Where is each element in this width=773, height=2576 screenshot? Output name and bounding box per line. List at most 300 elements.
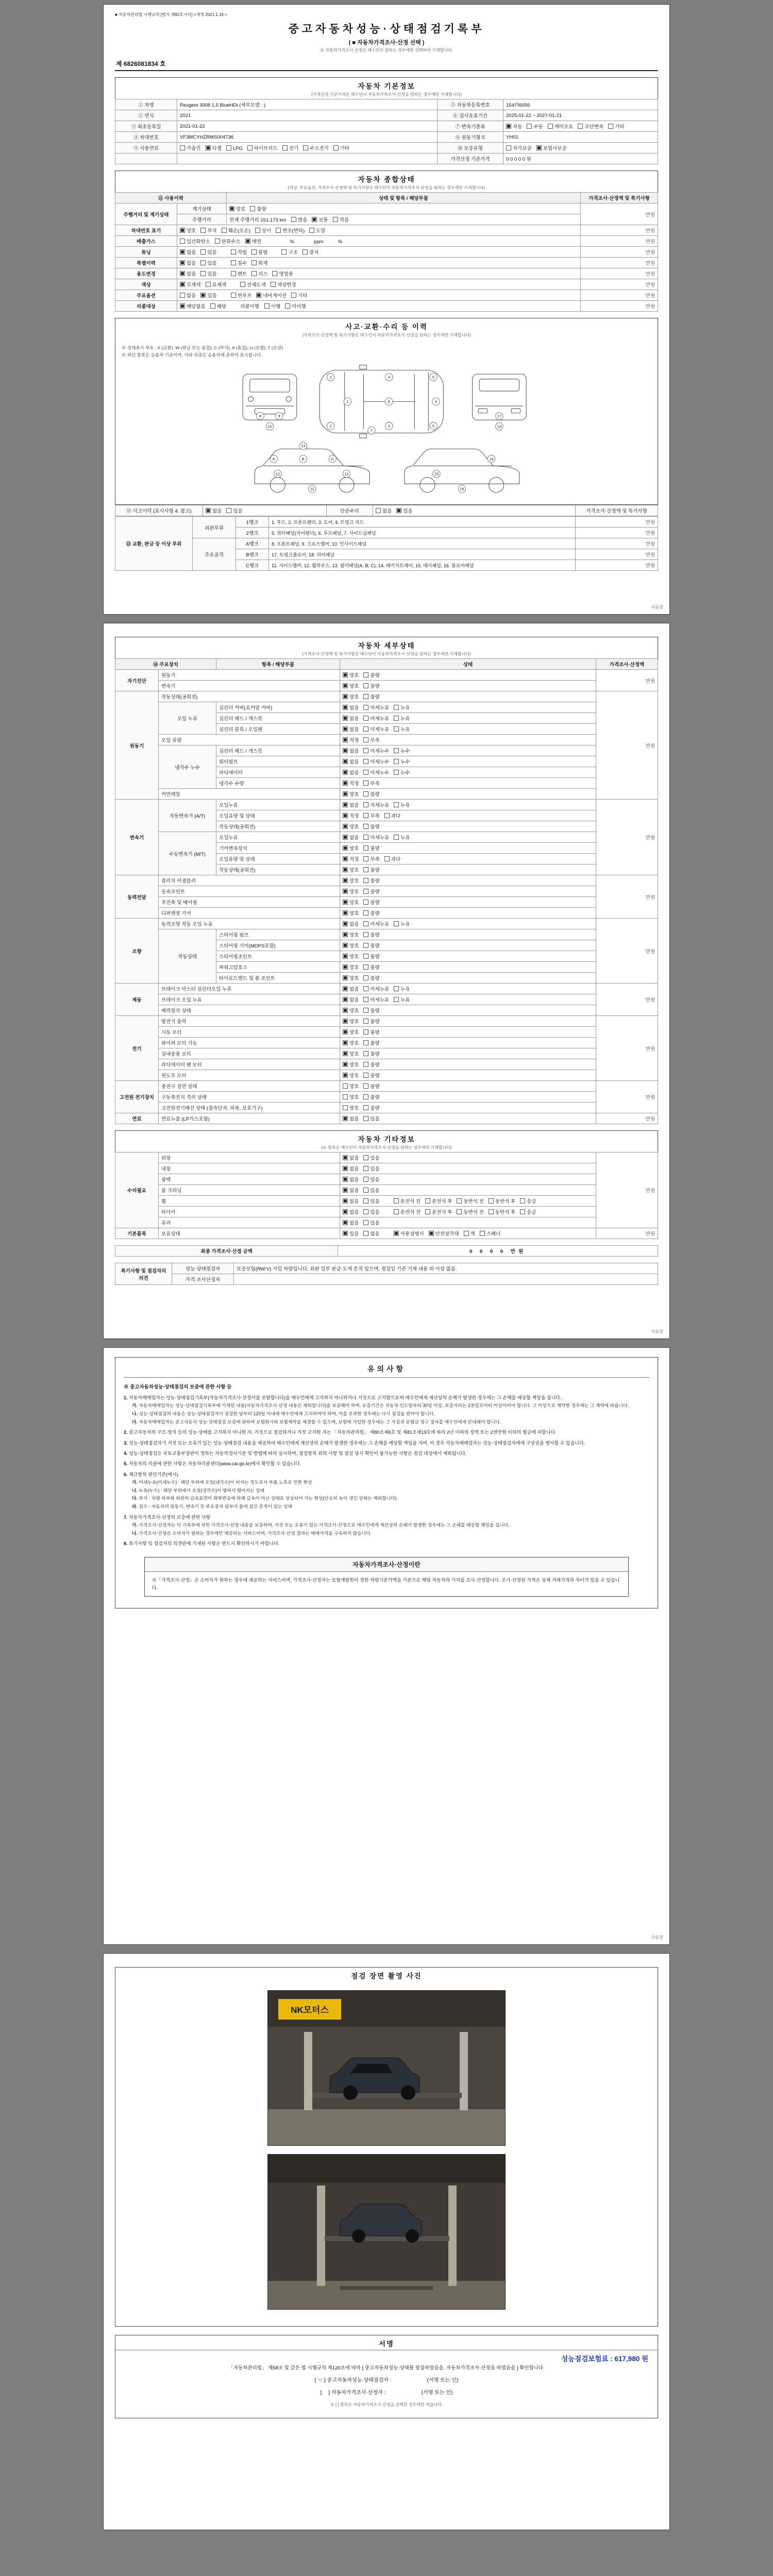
checkbox-label: 해당: [216, 304, 227, 310]
checkbox-option[interactable]: [394, 801, 410, 808]
rank-label: A랭크: [236, 538, 269, 549]
checkbox-option[interactable]: [425, 1197, 452, 1205]
checkbox-option[interactable]: [343, 909, 359, 917]
checkbox-option[interactable]: [333, 144, 349, 151]
checkbox-option[interactable]: [363, 693, 379, 700]
checkbox-option[interactable]: [343, 1050, 359, 1057]
checkbox-option[interactable]: [363, 1176, 379, 1183]
checkbox-icon: [489, 1198, 494, 1204]
checkbox-option[interactable]: [363, 736, 379, 743]
diagram-basis-legend: ※ 하단 항목은 승용차 기준이며, 기타 차종은 승용차에 준하여 표시합니다.: [122, 352, 262, 358]
checkbox-option[interactable]: [226, 145, 243, 151]
checkbox-option[interactable]: [394, 834, 410, 841]
checkbox-option[interactable]: [343, 899, 359, 906]
checkbox-option[interactable]: [343, 823, 359, 830]
checkbox-option[interactable]: [363, 888, 379, 895]
checkbox-option[interactable]: [376, 507, 392, 514]
checkbox-option[interactable]: [272, 270, 293, 277]
item-state: [177, 236, 581, 247]
checkbox-option[interactable]: [226, 507, 242, 514]
checkbox-option[interactable]: [271, 281, 296, 288]
checkbox-option[interactable]: [384, 812, 400, 819]
inspector-signature-line[interactable]: [ ∨ ] 중고자동차성능·상태점검자 : (서명 또는 인): [314, 2378, 459, 2383]
item-state: [340, 691, 596, 702]
checkbox-icon: [457, 1198, 462, 1204]
checkbox-option[interactable]: [394, 725, 410, 733]
checkbox-option[interactable]: [363, 715, 389, 722]
checkbox-option[interactable]: [206, 281, 227, 288]
notice-item: 2. 중고자동차의 구조·장치 등의 성능·상태를 고지하지 아니한 자, 거짓으로 점검하거나 거짓 고지한 자는 「자동차관리법」 제80조제6호 및 제81조제19호에 따라 2년 이하의 징역 또는 2천만원 이하의 벌금에 처합니다.: [124, 1430, 557, 1435]
checkbox-label: 누유: [400, 987, 410, 992]
checkbox-option[interactable]: [363, 769, 389, 776]
checkbox-option[interactable]: [200, 259, 216, 266]
checkbox-option[interactable]: [363, 725, 389, 733]
field-label: ③ 최초등록일: [115, 121, 177, 132]
checkbox-option[interactable]: [363, 953, 379, 960]
checkbox-option[interactable]: [343, 953, 359, 960]
condition-row: [115, 929, 658, 940]
checkbox-label: 누유: [400, 727, 410, 733]
price-cell: 만원: [581, 279, 658, 290]
checkbox-option[interactable]: [343, 812, 359, 819]
checkbox-option[interactable]: [180, 238, 210, 245]
checkbox-option[interactable]: [363, 747, 389, 754]
checkbox-label: 있음: [207, 272, 217, 277]
checkbox-option[interactable]: [291, 216, 307, 223]
item-state: [340, 1048, 596, 1059]
checkbox-option[interactable]: [536, 144, 567, 151]
appraiser-signature-line[interactable]: [ ] 자동차가격조사·산정자 : (서명 또는 인): [320, 2390, 453, 2396]
checkbox-icon: [180, 260, 185, 265]
checkbox-icon: [343, 1116, 348, 1121]
checkbox-option[interactable]: [343, 736, 359, 743]
checkbox-option[interactable]: [343, 1176, 359, 1183]
insurance-fee-value: 617,980 원: [614, 2355, 648, 2363]
checkbox-option[interactable]: [180, 302, 206, 310]
item-label: 오일 유량: [159, 735, 340, 745]
checkbox-label: 없음: [382, 509, 392, 514]
checkbox-option[interactable]: [343, 1197, 359, 1205]
remark-text: [234, 1274, 658, 1285]
checkbox-option[interactable]: [343, 1039, 359, 1046]
checkbox-option[interactable]: [394, 747, 410, 754]
checkbox-option[interactable]: [363, 844, 379, 852]
checkbox-label: 미세누수: [370, 770, 390, 776]
checkbox-label: 있음: [370, 1188, 380, 1194]
checkbox-icon: [226, 145, 231, 150]
checkbox-option[interactable]: [264, 302, 280, 310]
checkbox-option[interactable]: [343, 1061, 359, 1068]
checkbox-option[interactable]: [343, 1072, 359, 1079]
checkbox-label: 불량: [370, 878, 380, 884]
section-accident-header: [115, 318, 658, 340]
checkbox-option[interactable]: [251, 270, 267, 277]
checkbox-option[interactable]: [343, 704, 359, 711]
item-state: [340, 1217, 596, 1228]
item-state: [340, 897, 596, 908]
checkbox-option[interactable]: [394, 715, 410, 722]
checkbox-option[interactable]: [363, 1154, 379, 1161]
checkbox-option[interactable]: [251, 259, 267, 266]
checkbox-option[interactable]: [363, 877, 379, 884]
checkbox-option[interactable]: [343, 866, 359, 873]
section-accident-title: 사고·교환·수리 등 이력: [345, 323, 428, 331]
price-cell: 만원: [576, 517, 658, 528]
checkbox-option[interactable]: [343, 1028, 359, 1036]
checkbox-icon: [291, 293, 296, 298]
checkbox-label: 미세누수: [370, 759, 390, 765]
checkbox-option[interactable]: [394, 704, 410, 711]
checkbox-option[interactable]: [394, 996, 410, 1003]
price-cell: 만원: [576, 560, 658, 571]
checkbox-option[interactable]: [200, 227, 216, 234]
checkbox-option[interactable]: [363, 1104, 379, 1111]
notice-subitem: 나. 가격조사·산정은 소비자가 원하는 경우에만 제공되는 서비스이며, 가격조사·산정 결과는 매매가격을 구속하지 않습니다.: [132, 1530, 372, 1536]
checkbox-icon: [363, 824, 368, 829]
checkbox-option[interactable]: [363, 758, 389, 765]
checkbox-option[interactable]: [343, 1230, 359, 1237]
checkbox-icon: [200, 293, 206, 298]
checkbox-option[interactable]: [343, 779, 359, 787]
checkbox-option[interactable]: [343, 888, 359, 895]
checkbox-option[interactable]: [343, 715, 359, 722]
checkbox-label: 누수: [400, 749, 410, 754]
checkbox-option[interactable]: [343, 725, 359, 733]
checkbox-option[interactable]: [363, 834, 389, 841]
checkbox-icon: [180, 293, 185, 298]
checkbox-option[interactable]: [240, 281, 266, 288]
checkbox-option[interactable]: [363, 682, 379, 689]
checkbox-option[interactable]: [343, 682, 359, 689]
checkbox-option[interactable]: [363, 779, 379, 787]
checkbox-icon: [363, 672, 368, 677]
checkbox-option[interactable]: [363, 704, 389, 711]
checkbox-option[interactable]: [180, 281, 201, 288]
checkbox-option[interactable]: [343, 1208, 359, 1215]
checkbox-option[interactable]: [343, 693, 359, 700]
checkbox-label: 누유: [400, 835, 410, 841]
checkbox-option[interactable]: [200, 248, 216, 256]
checkbox-option[interactable]: [303, 248, 318, 256]
field-label: ④ 차대번호: [115, 132, 177, 143]
checkbox-option[interactable]: [394, 1230, 424, 1237]
checkbox-option[interactable]: [180, 259, 196, 266]
checkbox-icon: [343, 835, 348, 840]
checkbox-option[interactable]: [303, 144, 329, 151]
checkbox-option[interactable]: [520, 1197, 536, 1205]
comprehensive-table: [115, 192, 658, 312]
checkbox-option[interactable]: [343, 747, 359, 754]
area-label: 주요골격: [193, 538, 236, 571]
checkbox-option[interactable]: [276, 227, 305, 234]
checkbox-option[interactable]: [363, 931, 379, 938]
checkbox-icon: [536, 145, 542, 150]
checkbox-option[interactable]: [363, 823, 379, 830]
checkbox-label: 양호: [349, 976, 359, 981]
checkbox-option[interactable]: [394, 920, 410, 927]
checkbox-icon: [343, 802, 348, 807]
checkbox-option[interactable]: [343, 1115, 359, 1122]
checkbox-option[interactable]: [506, 144, 532, 151]
checkbox-label: 자가보증: [513, 146, 532, 151]
checkbox-option[interactable]: [363, 1197, 379, 1205]
checkbox-option[interactable]: [206, 144, 222, 151]
field-label: ⑩ 보증유형: [438, 143, 503, 154]
checkbox-option[interactable]: [363, 790, 379, 798]
checkbox-icon: [394, 802, 399, 807]
checkbox-option[interactable]: [343, 758, 359, 765]
checkbox-option[interactable]: [231, 248, 247, 256]
checkbox-option[interactable]: [343, 855, 359, 862]
checkbox-option[interactable]: [363, 812, 379, 819]
condition-row: [115, 919, 658, 929]
vehicle-diagram-box: [115, 340, 658, 505]
checkbox-option[interactable]: [231, 259, 247, 266]
checkbox-option[interactable]: [200, 270, 216, 277]
checkbox-option[interactable]: [343, 1104, 359, 1111]
field-label: ⑧ 원동기형식: [438, 132, 503, 143]
checkbox-icon: [363, 1029, 368, 1035]
subgroup-label: 냉각수 누수: [159, 745, 216, 789]
checkbox-option[interactable]: [343, 834, 359, 841]
checkbox-label: 양호: [349, 1008, 359, 1014]
notice-title: 유의사항: [124, 1364, 649, 1378]
checkbox-label: 수소전기: [310, 146, 329, 151]
checkbox-option[interactable]: [180, 144, 201, 151]
col-price: 가격조사·산정액 및 특기사항: [581, 193, 658, 204]
insurance-fee-label: 성능점검보험료 :: [561, 2355, 613, 2363]
checkbox-option[interactable]: [245, 238, 261, 245]
checkbox-icon: [457, 1209, 462, 1214]
checkbox-option[interactable]: [363, 866, 379, 873]
exchange-rank-row: [115, 538, 658, 549]
checkbox-option[interactable]: [363, 1082, 379, 1090]
section-comprehensive-title: 자동차 종합상태: [358, 176, 415, 183]
checkbox-option[interactable]: [309, 227, 325, 234]
checkbox-option[interactable]: [343, 974, 359, 981]
checkbox-option[interactable]: [425, 1208, 452, 1215]
checkbox-label: 무채색: [187, 282, 201, 288]
checkbox-option[interactable]: [247, 144, 278, 151]
checkbox-option[interactable]: [363, 801, 389, 808]
checkbox-option[interactable]: [282, 144, 298, 151]
checkbox-option[interactable]: [429, 1230, 459, 1237]
checkbox-option[interactable]: [343, 1154, 359, 1161]
panel-number-text: 2: [329, 375, 332, 380]
checkbox-option[interactable]: [363, 942, 379, 949]
checkbox-option[interactable]: [255, 227, 271, 234]
checkbox-option[interactable]: [363, 1072, 379, 1079]
col-item-price: 가격조사·산정액: [596, 659, 658, 670]
checkbox-option[interactable]: [180, 248, 196, 256]
panel-number-text: 5: [432, 423, 435, 429]
checkbox-option[interactable]: [384, 855, 400, 862]
checkbox-option[interactable]: [489, 1197, 515, 1205]
checkbox-option[interactable]: [343, 963, 359, 971]
checkbox-option[interactable]: [343, 1082, 359, 1090]
checkbox-option[interactable]: [363, 1187, 379, 1194]
checkbox-option[interactable]: [363, 1115, 379, 1122]
checkbox-option[interactable]: [457, 1197, 483, 1205]
checkbox-option[interactable]: [527, 123, 543, 130]
checkbox-icon: [384, 856, 390, 861]
checkbox-option[interactable]: [363, 1018, 379, 1025]
checkbox-option[interactable]: [333, 216, 349, 223]
checkbox-option[interactable]: [343, 877, 359, 884]
checkbox-option[interactable]: [343, 801, 359, 808]
item-state: [340, 832, 596, 843]
checkbox-option[interactable]: [363, 899, 379, 906]
checkbox-option[interactable]: [231, 292, 252, 299]
checkbox-option[interactable]: [520, 1208, 536, 1215]
condition-row: [115, 1038, 658, 1048]
field-value: Peugeot 3008 1.5 BlueHDi (세부모델 : ): [177, 99, 438, 110]
checkbox-option[interactable]: [464, 1230, 475, 1237]
checkbox-option[interactable]: [215, 238, 241, 245]
checkbox-icon: [206, 508, 211, 513]
checkbox-option[interactable]: [480, 1230, 501, 1237]
checkbox-option[interactable]: [200, 292, 216, 299]
checkbox-option[interactable]: [363, 1061, 379, 1068]
checkbox-option[interactable]: [343, 931, 359, 938]
checkbox-option[interactable]: [343, 985, 359, 992]
checkbox-option[interactable]: [180, 270, 196, 277]
subgroup-label: 계기상태: [177, 204, 227, 214]
checkbox-option[interactable]: [363, 920, 389, 927]
checkbox-option[interactable]: [250, 205, 266, 212]
checkbox-option[interactable]: [343, 1219, 359, 1226]
condition-row: [115, 290, 658, 301]
checkbox-icon: [343, 683, 348, 688]
checkbox-option[interactable]: [363, 671, 379, 679]
checkbox-option[interactable]: [457, 1208, 483, 1215]
checkbox-option[interactable]: [285, 302, 306, 310]
checkbox-option[interactable]: [363, 1039, 379, 1046]
checkbox-option[interactable]: [363, 1028, 379, 1036]
checkbox-option[interactable]: [343, 790, 359, 798]
checkbox-icon: [200, 249, 206, 255]
checkbox-option[interactable]: [394, 1208, 421, 1215]
checkbox-icon: [548, 124, 553, 129]
checkbox-label: 적음: [339, 217, 349, 223]
checkbox-option[interactable]: [578, 123, 603, 130]
item-state: [177, 290, 581, 301]
garage-sign-text: NK모터스: [291, 2005, 329, 2015]
panel-number-text: 15: [434, 471, 439, 477]
signature-header: [115, 2335, 658, 2350]
checkbox-option[interactable]: [343, 996, 359, 1003]
checkbox-icon: [200, 228, 206, 233]
checkbox-option[interactable]: [343, 1093, 359, 1100]
checkbox-icon: [200, 260, 206, 265]
checkbox-option[interactable]: [343, 1165, 359, 1172]
checkbox-option[interactable]: [608, 123, 624, 130]
checkbox-option[interactable]: [343, 942, 359, 949]
checkbox-option[interactable]: [363, 1050, 379, 1057]
final-price-row: [115, 1246, 658, 1257]
checkbox-option[interactable]: [363, 1219, 379, 1226]
checkbox-icon: [394, 1198, 399, 1204]
checkbox-option[interactable]: [394, 985, 410, 992]
checkbox-label: 불량: [370, 673, 380, 679]
condition-row: [115, 1207, 658, 1217]
checkbox-label: 리스: [258, 272, 268, 277]
checkbox-option[interactable]: [363, 963, 379, 971]
checkbox-option[interactable]: [363, 1007, 379, 1014]
checkbox-option[interactable]: [291, 292, 307, 299]
checkbox-option[interactable]: [180, 227, 196, 234]
checkbox-icon: [363, 716, 368, 721]
checkbox-option[interactable]: [506, 123, 522, 130]
checkbox-icon: [394, 705, 399, 710]
checkbox-option[interactable]: [343, 1018, 359, 1025]
checkbox-option[interactable]: [343, 1187, 359, 1194]
checkbox-option[interactable]: [363, 1165, 379, 1172]
checkbox-option[interactable]: [363, 855, 379, 862]
checkbox-option[interactable]: [343, 671, 359, 679]
group-label: 차대번호 표기: [115, 225, 177, 236]
checkbox-option[interactable]: [363, 909, 379, 917]
checkbox-option[interactable]: [229, 205, 245, 212]
checkbox-icon: [363, 889, 368, 894]
checkbox-option[interactable]: [222, 227, 250, 234]
checkbox-option[interactable]: [312, 216, 328, 223]
item-label: 실린더 커버(로커암 커버): [216, 702, 340, 713]
checkbox-option[interactable]: [363, 985, 389, 992]
checkbox-option[interactable]: [251, 248, 267, 256]
checkbox-icon: [343, 1029, 348, 1035]
checkbox-option[interactable]: [231, 270, 247, 277]
checkbox-option[interactable]: [363, 1208, 379, 1215]
section-comprehensive-note: (색상, 주요옵션, 가격조사·산정액 및 특기사항은 매수인이 자동차가격조사·산정을 원하는 경우에만 기재합니다): [288, 185, 485, 190]
checkbox-option[interactable]: [548, 123, 574, 130]
checkbox-label: 불량: [370, 965, 380, 971]
rank-parts: 8. 프론트패널, 9. 크로스멤버, 10. 인사이드패널: [269, 538, 576, 549]
checkbox-option[interactable]: [210, 302, 226, 310]
checkbox-option[interactable]: [394, 1197, 421, 1205]
checkbox-option[interactable]: [363, 996, 389, 1003]
checkbox-option[interactable]: [343, 920, 359, 927]
condition-row: [115, 681, 658, 691]
checkbox-option[interactable]: [206, 507, 222, 514]
checkbox-option[interactable]: [343, 844, 359, 852]
checkbox-icon: [363, 954, 368, 959]
checkbox-label: 양호: [349, 965, 359, 971]
field-value: YH01: [503, 132, 658, 143]
remark-author: 가격·조사산정자: [172, 1274, 234, 1285]
checkbox-option[interactable]: [394, 769, 410, 776]
item-label: 연료누출 (LP가스포함): [159, 1113, 340, 1124]
checkbox-option[interactable]: [363, 1093, 379, 1100]
checkbox-option[interactable]: [256, 292, 287, 299]
checkbox-option[interactable]: [394, 758, 410, 765]
checkbox-label: 적정: [349, 857, 359, 862]
checkbox-option[interactable]: [363, 974, 379, 981]
checkbox-icon: [363, 900, 368, 905]
checkbox-option[interactable]: [180, 292, 196, 299]
checkbox-option[interactable]: [489, 1208, 515, 1215]
checkbox-option[interactable]: [343, 769, 359, 776]
checkbox-option[interactable]: [396, 507, 412, 514]
etc-info-table: [115, 1152, 658, 1239]
item-state: [340, 854, 596, 865]
checkbox-option[interactable]: [281, 248, 297, 256]
checkbox-icon: [281, 249, 287, 255]
checkbox-label: 기타: [340, 146, 350, 151]
checkbox-option[interactable]: [343, 1007, 359, 1014]
checkbox-option[interactable]: [363, 1230, 379, 1237]
inspection-photo-2: [267, 2154, 506, 2310]
